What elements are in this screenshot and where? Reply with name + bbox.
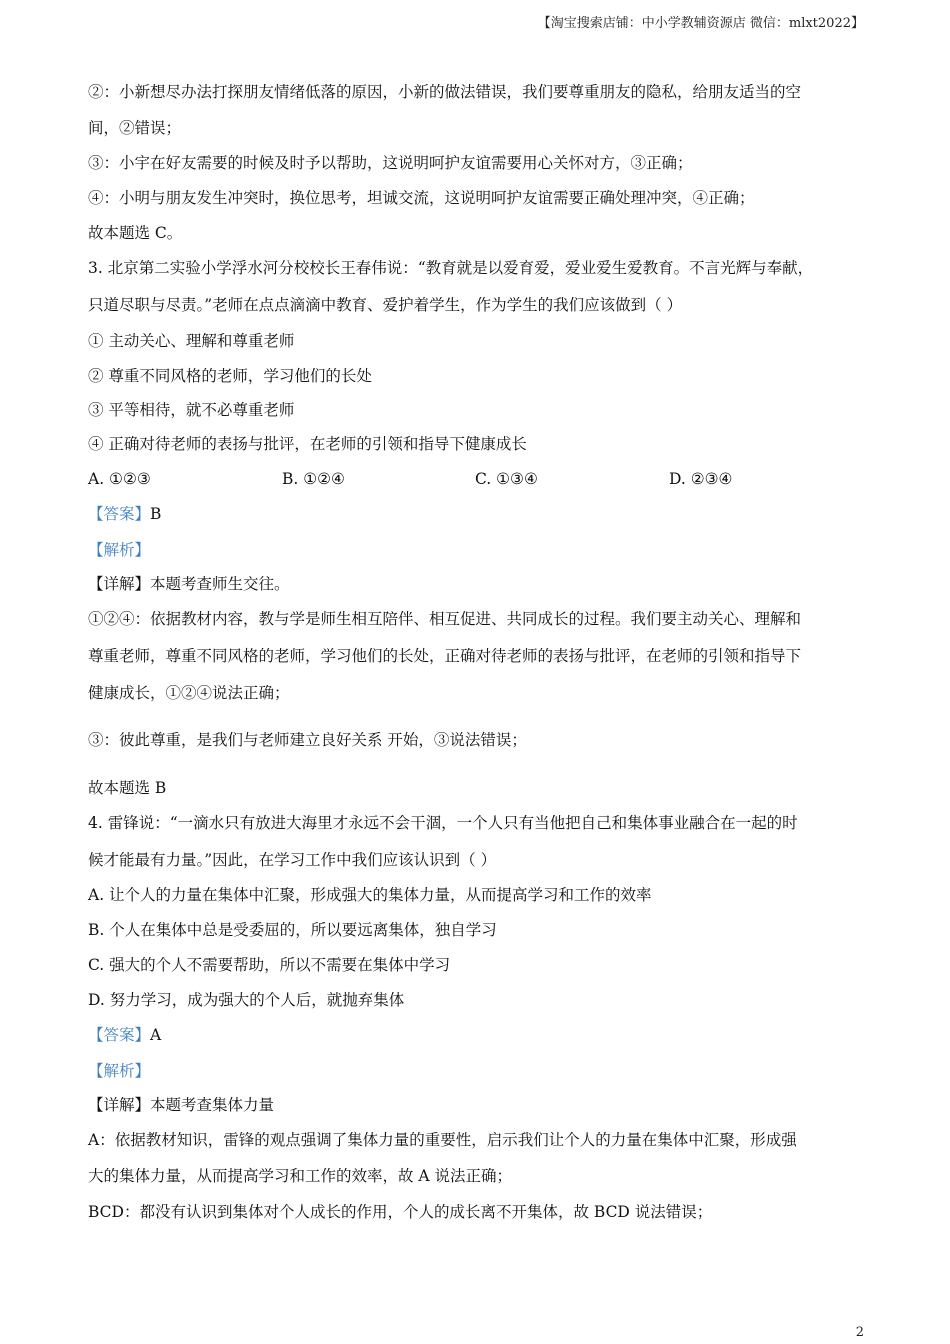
q3-analysis-tag: 【解析】 xyxy=(88,541,151,559)
q3-statement-3: ③ 平等相待，就不必尊重老师 xyxy=(88,401,295,419)
q4-explanation-line-2: 大的集体力量，从而提高学习和工作的效率，故 A 说法正确； xyxy=(88,1167,513,1185)
q3-option-c: C. ①③④ xyxy=(475,470,538,488)
q2-line-2: 间，②错误； xyxy=(88,119,182,137)
q3-explanation-line-4: ③：彼此尊重，是我们与老师建立良好关系 开始，③说法错误； xyxy=(88,731,527,749)
q4-explanation-line-3: BCD：都没有认识到集体对个人成长的作用，个人的成长离不开集体，故 BCD 说法错误； xyxy=(88,1203,713,1221)
page-number: 2 xyxy=(855,1325,864,1340)
q4-stem-line-2: 候才能最有力量。”因此，在学习工作中我们应该认识到（ ） xyxy=(88,851,497,869)
detail-tag: 【详解】 xyxy=(88,575,151,593)
q3-option-b: B. ①②④ xyxy=(282,470,345,488)
answer-value: B xyxy=(150,505,162,523)
detail-text: 本题考查师生交往。 xyxy=(150,575,290,593)
q4-option-d: D. 努力学习，成为强大的个人后，就抛弃集体 xyxy=(88,991,405,1009)
q3-detail xyxy=(88,574,290,594)
q3-option-a: A. ①②③ xyxy=(88,470,151,488)
q3-explanation-line-3: 健康成长，①②④说法正确； xyxy=(88,684,290,702)
q3-stem-line-1: 3. 北京第二实验小学浮水河分校校长王春伟说：“教育就是以爱育爱，爱业爱生爱教育。不言光辉与奉献， xyxy=(88,259,814,277)
q3-stem-line-2: 只道尽职与尽责。”老师在点点滴滴中教育、爱护着学生，作为学生的我们应该做到（ ） xyxy=(88,296,683,314)
q4-answer xyxy=(88,1025,161,1045)
q3-explanation-line-2: 尊重老师，尊重不同风格的老师，学习他们的长处，正确对待老师的表扬与批评，在老师的引领和指导下 xyxy=(88,647,802,665)
q2-line-1: ②：小新想尽办法打探朋友情绪低落的原因，小新的做法错误，我们要尊重朋友的隐私，给朋友适当的空 xyxy=(88,83,802,101)
answer-value: A xyxy=(150,1026,162,1044)
q4-stem-line-1: 4. 雷锋说：“一滴水只有放进大海里才永远不会干涸，一个人只有当他把自己和集体事业融合在一起的时 xyxy=(88,814,798,832)
q3-explanation-line-1: ①②④：依据教材内容，教与学是师生相互陪伴、相互促进、共同成长的过程。我们要主动关心、理解和 xyxy=(88,610,802,628)
q3-option-d: D. ②③④ xyxy=(669,470,733,488)
q4-option-c: C. 强大的个人不需要帮助，所以不需要在集体中学习 xyxy=(88,956,451,974)
q3-statement-1: ① 主动关心、理解和尊重老师 xyxy=(88,332,295,350)
detail-tag: 【详解】 xyxy=(88,1096,151,1114)
q2-line-4: ④：小明与朋友发生冲突时，换位思考，坦诚交流，这说明呵护友谊需要正确处理冲突，④正确； xyxy=(88,189,755,207)
q3-answer xyxy=(88,504,161,524)
answer-tag: 【答案】 xyxy=(88,1026,151,1044)
q3-statement-2: ② 尊重不同风格的老师，学习他们的长处 xyxy=(88,367,372,385)
q4-option-a: A. 让个人的力量在集体中汇聚，形成强大的集体力量，从而提高学习和工作的效率 xyxy=(88,886,652,904)
q4-detail xyxy=(88,1095,274,1115)
q4-explanation-line-1: A：依据教材知识，雷锋的观点强调了集体力量的重要性，启示我们让个人的力量在集体中汇聚，形成强 xyxy=(88,1131,797,1149)
detail-text: 本题考查集体力量 xyxy=(150,1096,275,1114)
page-header: 【淘宝搜索店铺：中小学教辅资源店 微信：mlxt2022】 xyxy=(537,16,864,31)
q4-option-b: B. 个人在集体中总是受委屈的，所以要远离集体，独自学习 xyxy=(88,921,497,939)
q2-conclusion: 故本题选 C。 xyxy=(88,224,183,242)
q4-analysis-tag: 【解析】 xyxy=(88,1062,151,1080)
answer-tag: 【答案】 xyxy=(88,505,151,523)
q2-line-3: ③：小宇在好友需要的时候及时予以帮助，这说明呵护友谊需要用心关怀对方，③正确； xyxy=(88,154,693,172)
q3-conclusion: 故本题选 B xyxy=(88,779,167,797)
q3-statement-4: ④ 正确对待老师的表扬与批评，在老师的引领和指导下健康成长 xyxy=(88,435,527,453)
